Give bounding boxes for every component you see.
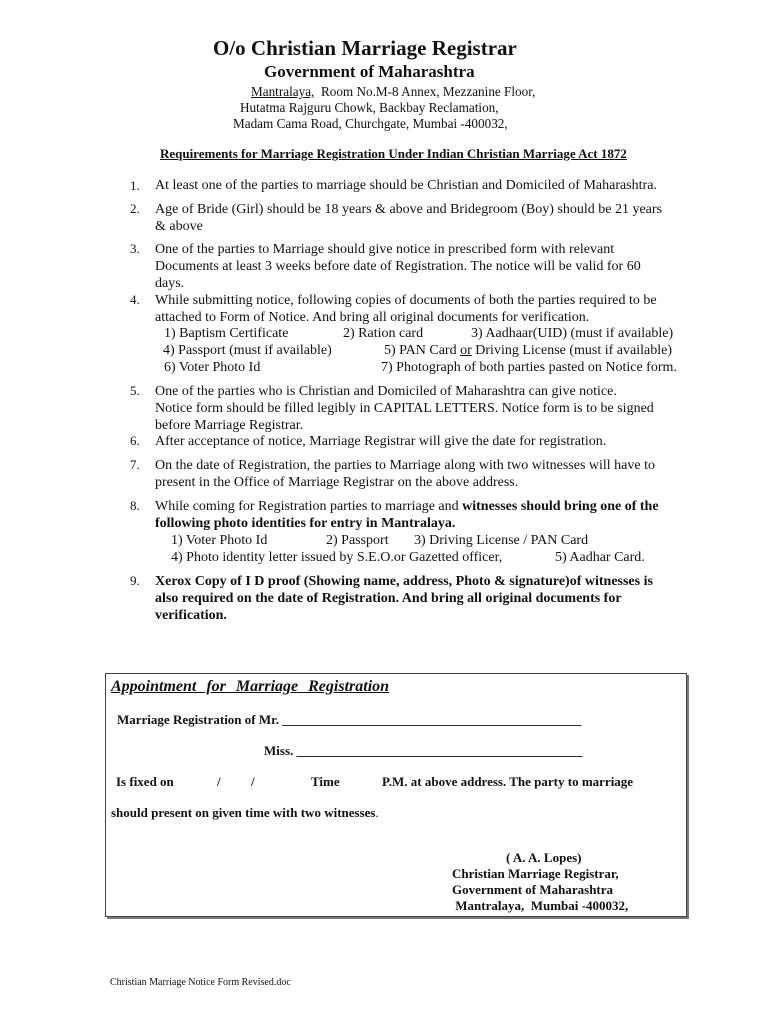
document-photograph: 7) Photograph of both parties pasted on Notice form. <box>381 360 677 375</box>
item-text: Age of Bride (Girl) should be 18 years & above and Bridegroom (Boy) should be 21 years <box>155 202 662 217</box>
or-word: or <box>460 343 472 358</box>
document-voter-id: 6) Voter Photo Id <box>164 360 261 375</box>
item-8-bold: witnesses should bring one of the <box>462 499 659 514</box>
item-text: At least one of the parties to marriage should be Christian and Domiciled of Maharashtra. <box>155 178 657 193</box>
item-number: 4. <box>130 292 140 307</box>
photo-id-letter: 4) Photo identity letter issued by S.E.O.or Gazetted officer, <box>171 550 503 565</box>
item-number: 7. <box>130 457 140 472</box>
pm-text: P.M. at above address. The party to marriage <box>382 774 634 789</box>
item-text: While submitting notice, following copies of documents of both the parties required to be <box>155 293 657 308</box>
item-text: After acceptance of notice, Marriage Registrar will give the date for registration. <box>155 434 607 449</box>
time-label: Time <box>311 774 340 789</box>
item-text: following photo identities for entry in Mantralaya. <box>155 516 456 531</box>
present-text-period: . <box>375 805 379 820</box>
item-number: 5. <box>130 383 140 398</box>
footer-filename: Christian Marriage Notice Form Revised.doc <box>110 977 291 988</box>
item-text: Documents at least 3 weeks before date of Registration. The notice will be valid for 60 <box>155 259 641 274</box>
item-8-plain: While coming for Registration parties to marriage and <box>155 499 459 514</box>
address-line-3: Madam Cama Road, Churchgate, Mumbai -400032, <box>233 116 508 131</box>
document-ration: 2) Ration card <box>343 326 424 341</box>
item-number: 2. <box>130 201 140 216</box>
document-pan-or-license <box>384 342 672 359</box>
address-line-1 <box>251 84 535 100</box>
item-text: verification. <box>155 608 227 623</box>
item-text: also required on the date of Registration. And bring all original documents for <box>155 591 622 606</box>
signatory-government: Government of Maharashtra <box>452 882 614 897</box>
miss-name-field: Miss. ____________________________________________ <box>264 743 583 758</box>
fixed-on-label: Is fixed on <box>116 774 174 789</box>
government-title: Government of Maharashtra <box>264 62 475 81</box>
office-title: O/o Christian Marriage Registrar <box>213 36 517 60</box>
requirements-title: Requirements for Marriage Registration Under Indian Christian Marriage Act 1872 <box>160 146 627 161</box>
item-text: One of the parties who is Christian and Domiciled of Maharashtra can give notice. <box>155 384 617 399</box>
signatory-address: Mantralaya, Mumbai -400032, <box>452 898 629 913</box>
item-number: 1. <box>130 178 140 193</box>
photo-id-passport: 2) Passport <box>326 533 389 548</box>
present-text-bold: should present on given time with two witnesses <box>111 805 376 820</box>
item-text: & above <box>155 219 203 234</box>
document-license: Driving License (must if available) <box>475 343 672 358</box>
signatory-title: Christian Marriage Registrar, <box>452 866 619 881</box>
item-text: Xerox Copy of I D proof (Showing name, address, Photo & signature)of witnesses is <box>155 574 653 589</box>
item-text: Notice form should be filled legibly in CAPITAL LETTERS. Notice form is to be signed <box>155 401 654 416</box>
present-text <box>111 805 379 821</box>
item-text: One of the parties to Marriage should give notice in prescribed form with relevant <box>155 242 615 257</box>
item-number: 3. <box>130 241 140 256</box>
item-text: On the date of Registration, the parties to Marriage along with two witnesses will have to <box>155 458 655 473</box>
photo-id-voter: 1) Voter Photo Id <box>171 533 268 548</box>
document-pan: 5) PAN Card <box>384 343 457 358</box>
document-passport: 4) Passport (must if available) <box>163 343 332 358</box>
mr-name-field: Marriage Registration of Mr. ______________________________________________ <box>117 712 582 727</box>
item-text: days. <box>155 276 185 291</box>
address-place: Mantralaya, <box>251 84 315 99</box>
document-baptism: 1) Baptism Certificate <box>164 326 289 341</box>
item-text <box>155 498 659 515</box>
photo-id-aadhar: 5) Aadhar Card. <box>555 550 645 565</box>
appointment-title: Appointment for Marriage Registration <box>111 678 390 695</box>
item-text: present in the Office of Marriage Registrar on the above address. <box>155 475 519 490</box>
item-number: 6. <box>130 433 140 448</box>
date-slash-1: / <box>217 774 221 789</box>
item-text: before Marriage Registrar. <box>155 418 304 433</box>
item-text: attached to Form of Notice. And bring all original documents for verification. <box>155 310 590 325</box>
signatory-name: ( A. A. Lopes) <box>506 850 582 865</box>
item-number: 8. <box>130 498 140 513</box>
item-number: 9. <box>130 573 140 588</box>
address-line-2: Hutatma Rajguru Chowk, Backbay Reclamation, <box>240 100 499 115</box>
address-room: Room No.M-8 Annex, Mezzanine Floor, <box>320 84 536 99</box>
document-aadhaar: 3) Aadhaar(UID) (must if available) <box>471 326 674 341</box>
date-slash-2: / <box>251 774 255 789</box>
photo-id-license-pan: 3) Driving License / PAN Card <box>414 533 589 548</box>
